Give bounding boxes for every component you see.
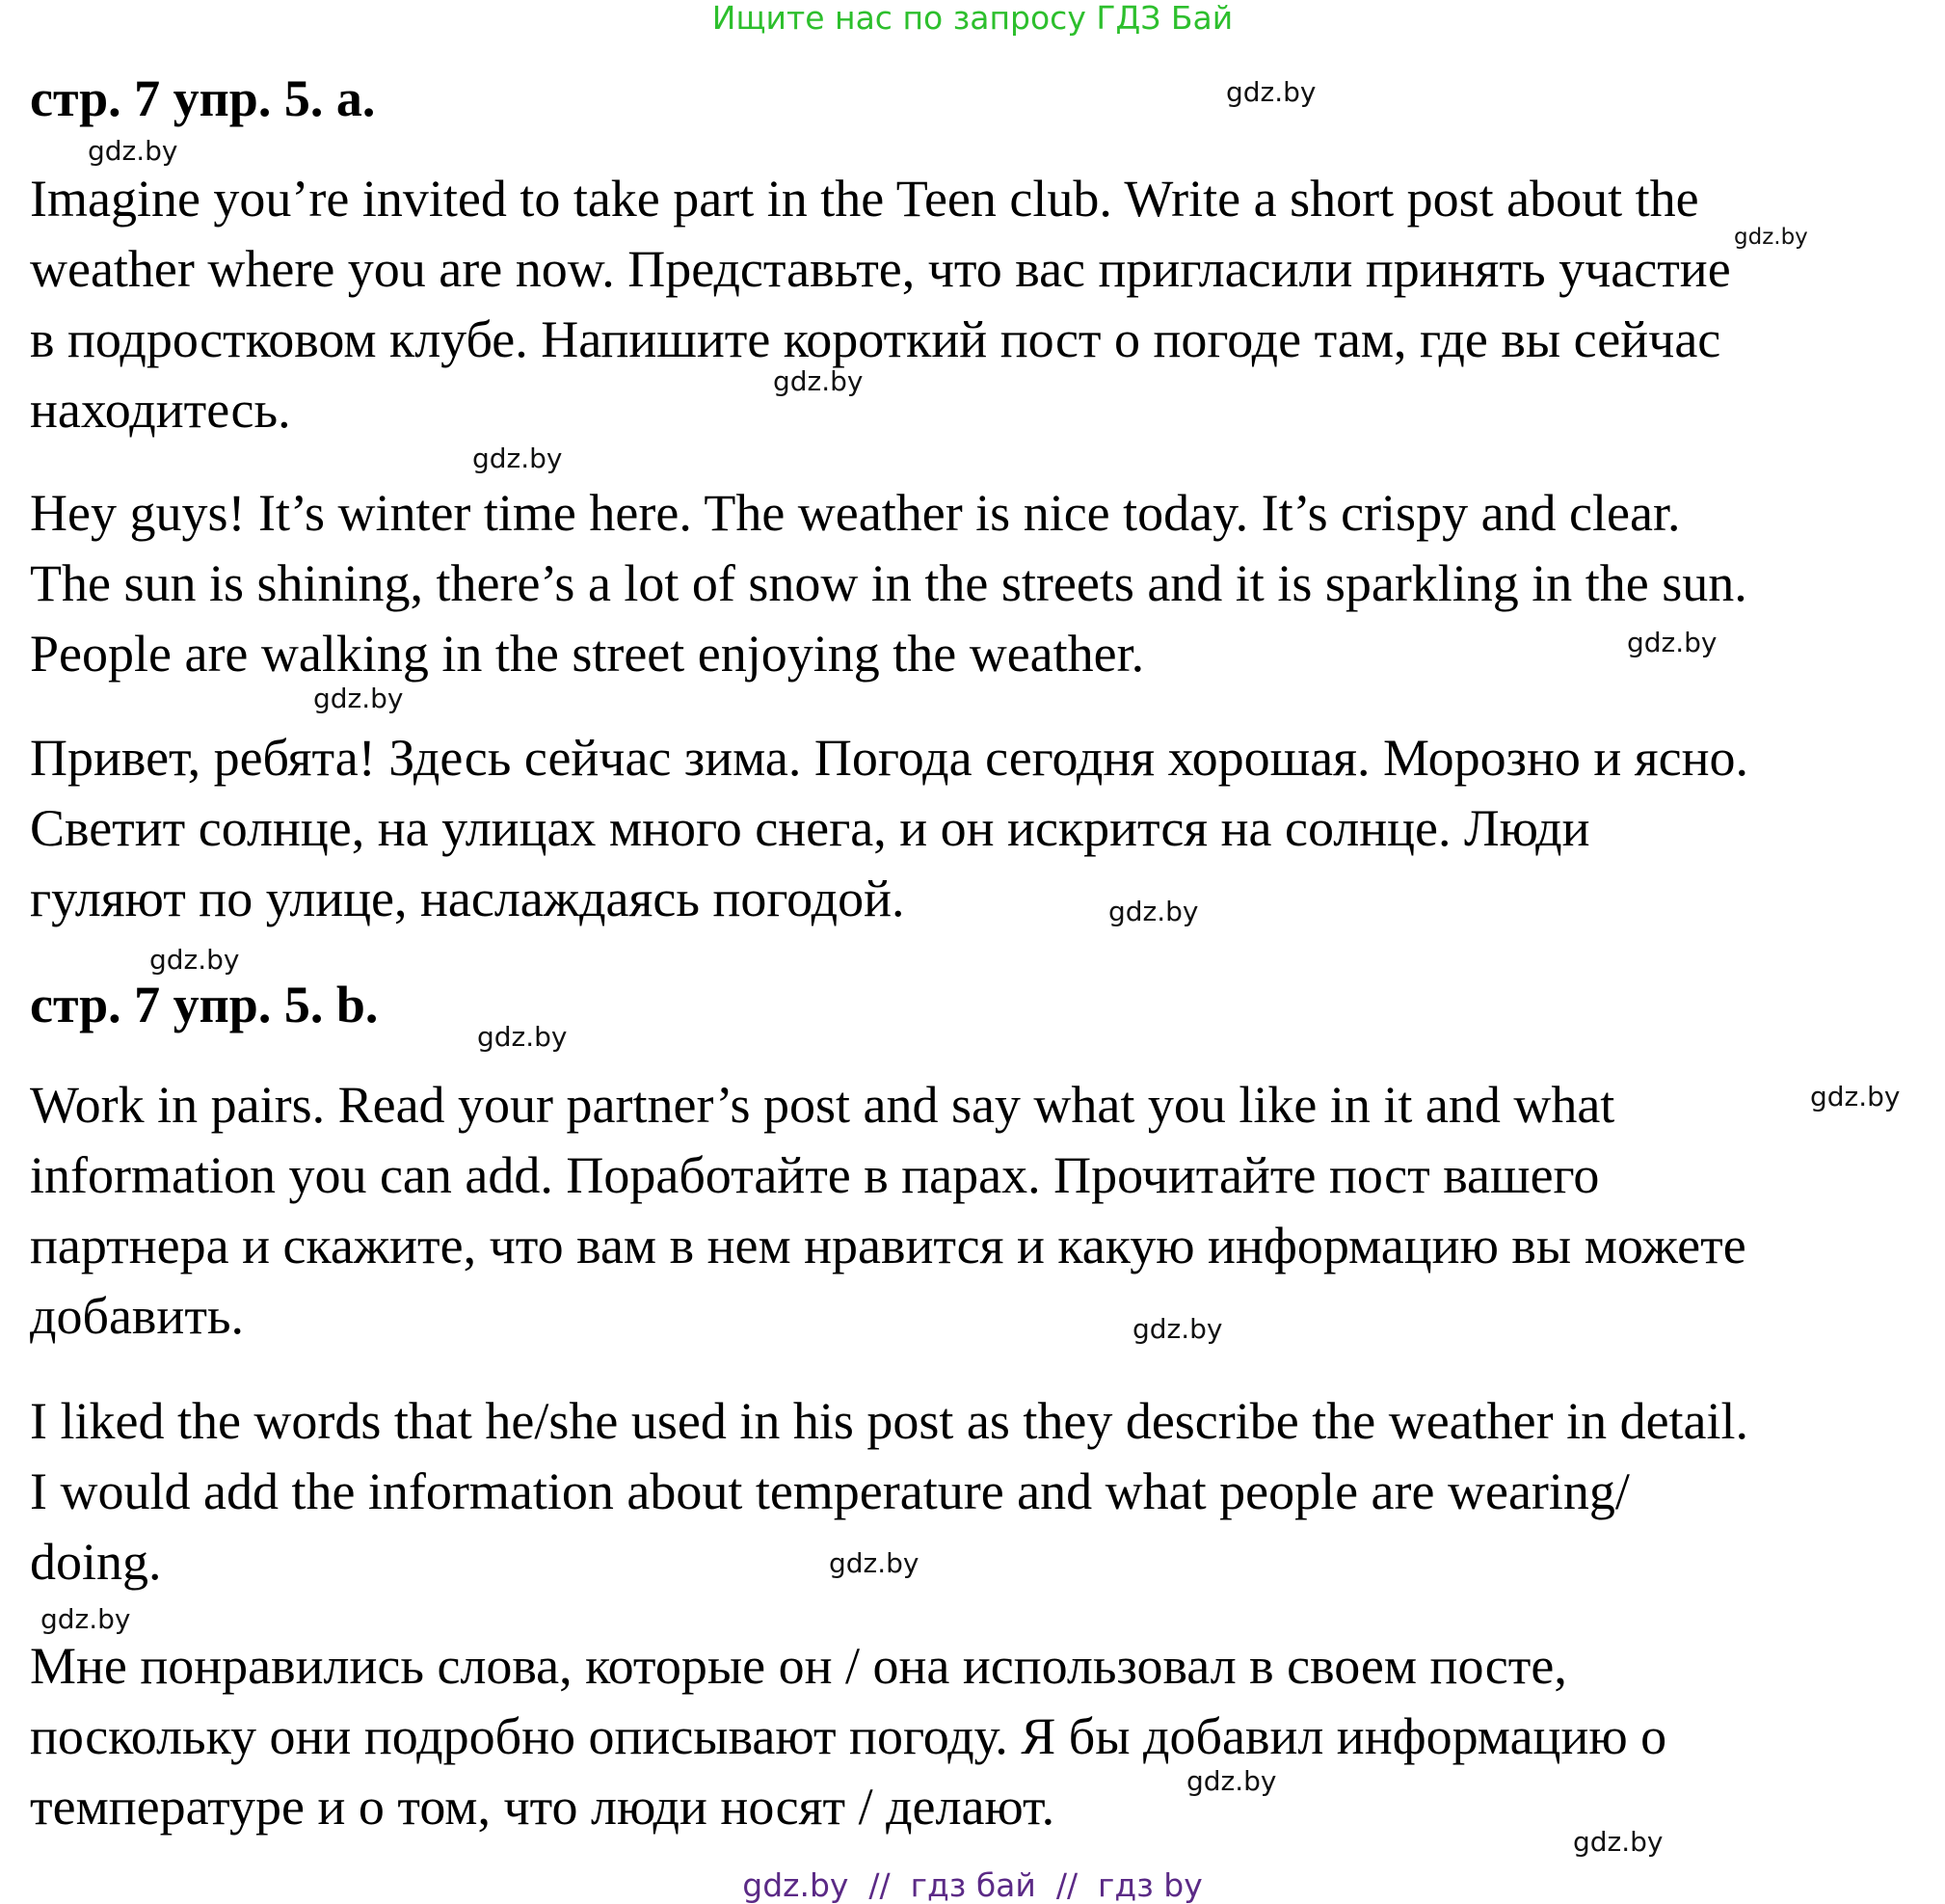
section-a-task-line: находитесь.: [30, 381, 291, 439]
section-b-task: [30, 1070, 1938, 1352]
section-b-answer-ru-line: Мне понравились слова, которые он / она использовал в своем посте,: [30, 1637, 1567, 1695]
section-a-task: [30, 164, 1938, 445]
watermark: gdz.by: [1734, 225, 1808, 250]
section-b-answer-ru: [30, 1631, 1938, 1842]
section-b-task-line: information you can add. Поработайте в парах. Прочитайте пост вашего: [30, 1146, 1600, 1204]
section-a-answer-ru-line: Привет, ребята! Здесь сейчас зима. Погода сегодня хорошая. Морозно и ясно.: [30, 729, 1748, 787]
section-b-answer-ru-line: поскольку они подробно описывают погоду. Я бы добавил информацию о: [30, 1707, 1667, 1765]
section-a-task-line: Imagine you’re invited to take part in the Teen club. Write a short post about the: [30, 170, 1699, 228]
watermark: gdz.by: [829, 1547, 919, 1579]
section-a-answer-ru: [30, 723, 1938, 934]
top-banner: Ищите нас по запросу ГДЗ Бай: [711, 0, 1234, 37]
section-b-heading: стр. 7 упр. 5. b.: [30, 976, 379, 1033]
footer-links: gdz.by // гдз бай // гдз by: [742, 1866, 1203, 1904]
section-a-answer-ru-line: Светит солнце, на улицах много снега, и он искрится на солнце. Люди: [30, 799, 1590, 857]
watermark: gdz.by: [1108, 896, 1199, 927]
section-a-heading: стр. 7 упр. 5. а.: [30, 69, 376, 127]
section-b-task-line: партнера и скажите, что вам в нем нравится и какую информацию вы можете: [30, 1217, 1746, 1274]
watermark: gdz.by: [40, 1603, 131, 1635]
section-a-task-line: weather where you are now. Представьте, что вас пригласили принять участие: [30, 240, 1731, 298]
watermark: gdz.by: [477, 1021, 568, 1053]
section-b-answer-en-line: doing.: [30, 1533, 162, 1591]
watermark: gdz.by: [1573, 1826, 1664, 1858]
section-a-answer-en-line: Hey guys! It’s winter time here. The weather is nice today. It’s crispy and clear.: [30, 484, 1681, 542]
watermark: gdz.by: [149, 944, 240, 976]
watermark: gdz.by: [773, 365, 864, 397]
watermark: gdz.by: [1810, 1081, 1901, 1113]
watermark: gdz.by: [1627, 627, 1718, 658]
section-b-answer-ru-line: температуре и о том, что люди носят / делают.: [30, 1778, 1055, 1836]
section-a-answer-en-line: People are walking in the street enjoying the weather.: [30, 625, 1145, 683]
watermark: gdz.by: [1226, 76, 1317, 108]
section-b-task-line: Work in pairs. Read your partner’s post and say what you like in it and what: [30, 1076, 1615, 1134]
watermark: gdz.by: [1186, 1765, 1277, 1797]
watermark: gdz.by: [472, 442, 563, 474]
section-b-answer-en-line: I would add the information about temperature and what people are wearing/: [30, 1462, 1630, 1520]
section-b-answer-en: [30, 1386, 1938, 1597]
watermark: gdz.by: [88, 135, 178, 167]
section-b-answer-en-line: I liked the words that he/she used in his post as they describe the weather in detail.: [30, 1392, 1749, 1450]
section-b-task-line: добавить.: [30, 1287, 245, 1345]
section-a-answer-ru-line: гуляют по улице, наслаждаясь погодой.: [30, 870, 905, 927]
section-a-answer-en-line: The sun is shining, there’s a lot of snow in the streets and it is sparkling in the sun.: [30, 554, 1747, 612]
watermark: gdz.by: [1132, 1313, 1223, 1345]
watermark: gdz.by: [313, 683, 404, 714]
section-a-task-line: в подростковом клубе. Напишите короткий пост о погоде там, где вы сейчас: [30, 310, 1721, 368]
